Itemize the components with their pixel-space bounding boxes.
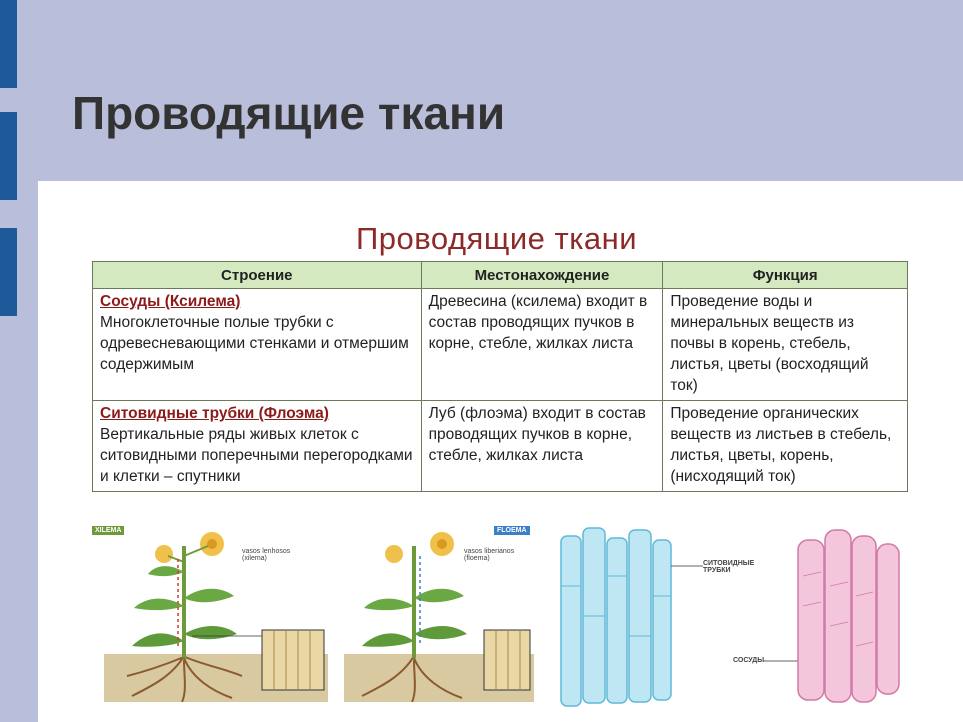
slide-title: Проводящие ткани xyxy=(72,87,506,139)
cell-function: Проведение воды и минеральных веществ из почвы в корень, стебель, листья, цветы (восходящий ток) xyxy=(663,289,908,401)
header-function: Функция xyxy=(663,262,908,289)
cell-location: Древесина (ксилема) входит в состав проводящих пучков в корне, стебле, жилках листа xyxy=(421,289,663,401)
phloem-plant-illustration xyxy=(344,526,534,702)
left-accent-bar xyxy=(0,0,17,88)
header-structure: Строение xyxy=(93,262,422,289)
left-accent-bar xyxy=(0,228,17,316)
row-title: Сосуды (Ксилема) xyxy=(100,293,241,310)
xylem-plant-illustration xyxy=(92,526,328,702)
structure-text: Вертикальные ряды живых клеток с ситовидными поперечными перегородками и клетки – спутники xyxy=(100,426,413,485)
row-title: Ситовидные трубки (Флоэма) xyxy=(100,405,329,422)
table-row xyxy=(93,289,908,401)
header-location: Местонахождение xyxy=(421,262,663,289)
xylem-caption: vasos lenhosos (xilema) xyxy=(242,548,291,562)
cell-location: Луб (флоэма) входит в состав проводящих пучков в корне, стебле, жилках листа xyxy=(421,401,663,492)
cell-structure xyxy=(93,289,422,401)
xylem-tag: XILEMA xyxy=(92,526,124,535)
sieve-tubes-label: СИТОВИДНЫЕ ТРУБКИ xyxy=(703,560,755,574)
phloem-caption: vasos liberianos (floema) xyxy=(464,548,515,562)
card-title: Проводящие ткани xyxy=(356,221,638,256)
structure-text: Многоклеточные полые трубки с одревесневающими стенками и отмершим содержимым xyxy=(100,314,409,373)
tissue-table xyxy=(92,261,908,492)
table-row xyxy=(93,401,908,492)
table-header-row xyxy=(93,262,908,289)
cell-function: Проведение органических веществ из листьев в стебель, листья, цветы, корень, (нисходящий ток) xyxy=(663,401,908,492)
left-accent-bar xyxy=(0,112,17,200)
phloem-tag: FLOEMA xyxy=(494,526,530,535)
vessels-label: СОСУДЫ xyxy=(733,657,765,664)
cells-illustration xyxy=(553,526,953,716)
cell-structure xyxy=(93,401,422,492)
content-card xyxy=(38,181,963,722)
